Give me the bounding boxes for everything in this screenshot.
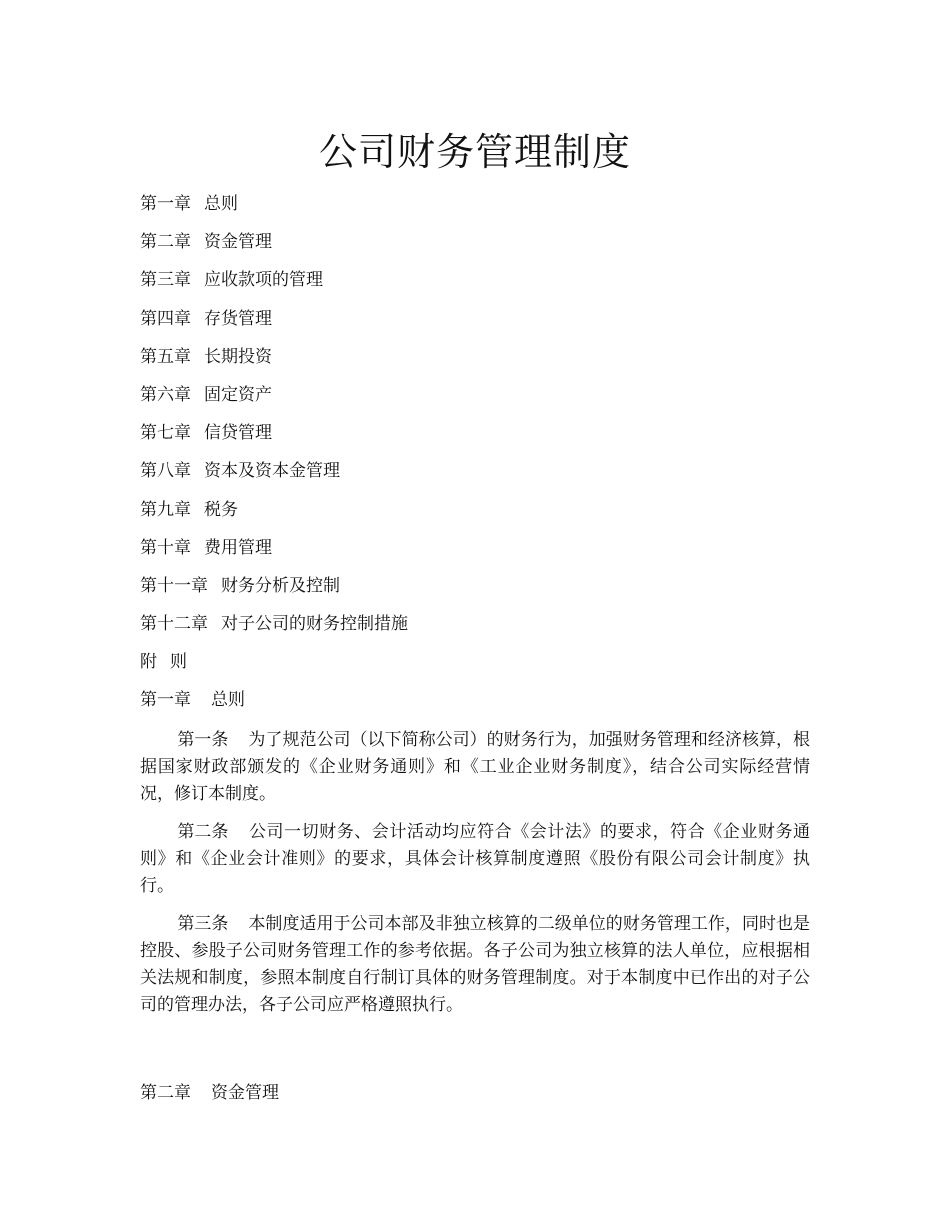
toc-item [140, 381, 820, 419]
table-of-contents [140, 190, 820, 686]
toc-chapter-number: 第三章 [140, 270, 191, 291]
chapter-heading [140, 686, 245, 714]
toc-item [140, 648, 820, 686]
article-text: 为了规范公司（以下简称公司）的财务行为，加强财务管理和经济核算，根据国家财政部颁发的《企业财务通则》和《工业企业财务制度》，结合公司实际经营情况，修订本制度。 [140, 730, 810, 804]
toc-chapter-number: 第八章 [140, 461, 191, 482]
chapter-number: 第二章 [140, 1083, 191, 1103]
toc-item [140, 343, 820, 381]
toc-chapter-number: 第一章 [140, 194, 191, 214]
chapter-number: 第一章 [140, 690, 191, 710]
toc-chapter-title: 财务分析及控制 [221, 575, 340, 596]
toc-chapter-number: 附 [140, 652, 157, 673]
toc-item [140, 266, 820, 304]
toc-item [140, 305, 820, 343]
chapter-title: 总则 [211, 690, 245, 710]
toc-chapter-number: 第九章 [140, 499, 191, 520]
article-number: 第一条 [177, 730, 229, 750]
chapter-heading [140, 1079, 279, 1107]
chapter-title: 资金管理 [211, 1083, 279, 1103]
toc-chapter-title: 信贷管理 [204, 423, 272, 444]
document-title: 公司财务管理制度 [318, 130, 631, 174]
toc-chapter-title: 应收款项的管理 [204, 270, 323, 291]
toc-item [140, 419, 820, 457]
toc-item [140, 190, 820, 228]
toc-chapter-number: 第十二章 [140, 614, 208, 635]
toc-chapter-number: 第十章 [140, 537, 191, 558]
toc-item [140, 572, 820, 610]
toc-chapter-title: 长期投资 [204, 346, 272, 367]
toc-item [140, 610, 820, 648]
toc-chapter-number: 第六章 [140, 384, 191, 405]
toc-chapter-title: 费用管理 [204, 537, 272, 558]
toc-chapter-number: 第十一章 [140, 575, 208, 596]
toc-chapter-title: 对子公司的财务控制措施 [221, 614, 408, 635]
article-paragraph [140, 727, 810, 808]
article-text: 本制度适用于公司本部及非独立核算的二级单位的财务管理工作，同时也是控股、参股子公司财务管理工作的参考依据。各子公司为独立核算的法人单位，应根据相关法规和制度，参照本制度自行制订具体的财务管理制度。对于本制度中已作出的对子公司的管理办法，各子公司应严格遵照执行。 [140, 914, 810, 1015]
toc-chapter-title: 固定资产 [204, 384, 272, 405]
article-text: 公司一切财务、会计活动均应符合《会计法》的要求，符合《企业财务通则》和《企业会计准则》的要求，具体会计核算制度遵照《股份有限公司会计制度》执行。 [140, 822, 810, 896]
toc-chapter-number: 第四章 [140, 308, 191, 329]
chapter-body [140, 727, 810, 1030]
toc-chapter-title: 存货管理 [204, 308, 272, 329]
toc-chapter-number: 第二章 [140, 232, 191, 253]
toc-item [140, 457, 820, 495]
toc-chapter-number: 第五章 [140, 346, 191, 367]
article-number: 第三条 [177, 914, 229, 934]
toc-chapter-title: 税务 [204, 499, 238, 520]
toc-chapter-title: 总则 [204, 194, 238, 214]
toc-chapter-number: 第七章 [140, 423, 191, 444]
toc-item [140, 228, 820, 266]
article-paragraph [140, 911, 810, 1019]
toc-chapter-title: 资金管理 [204, 232, 272, 253]
article-number: 第二条 [177, 822, 229, 842]
article-paragraph [140, 819, 810, 900]
toc-item [140, 496, 820, 534]
toc-item [140, 534, 820, 572]
toc-chapter-title: 则 [170, 652, 187, 673]
toc-chapter-title: 资本及资本金管理 [204, 461, 340, 482]
